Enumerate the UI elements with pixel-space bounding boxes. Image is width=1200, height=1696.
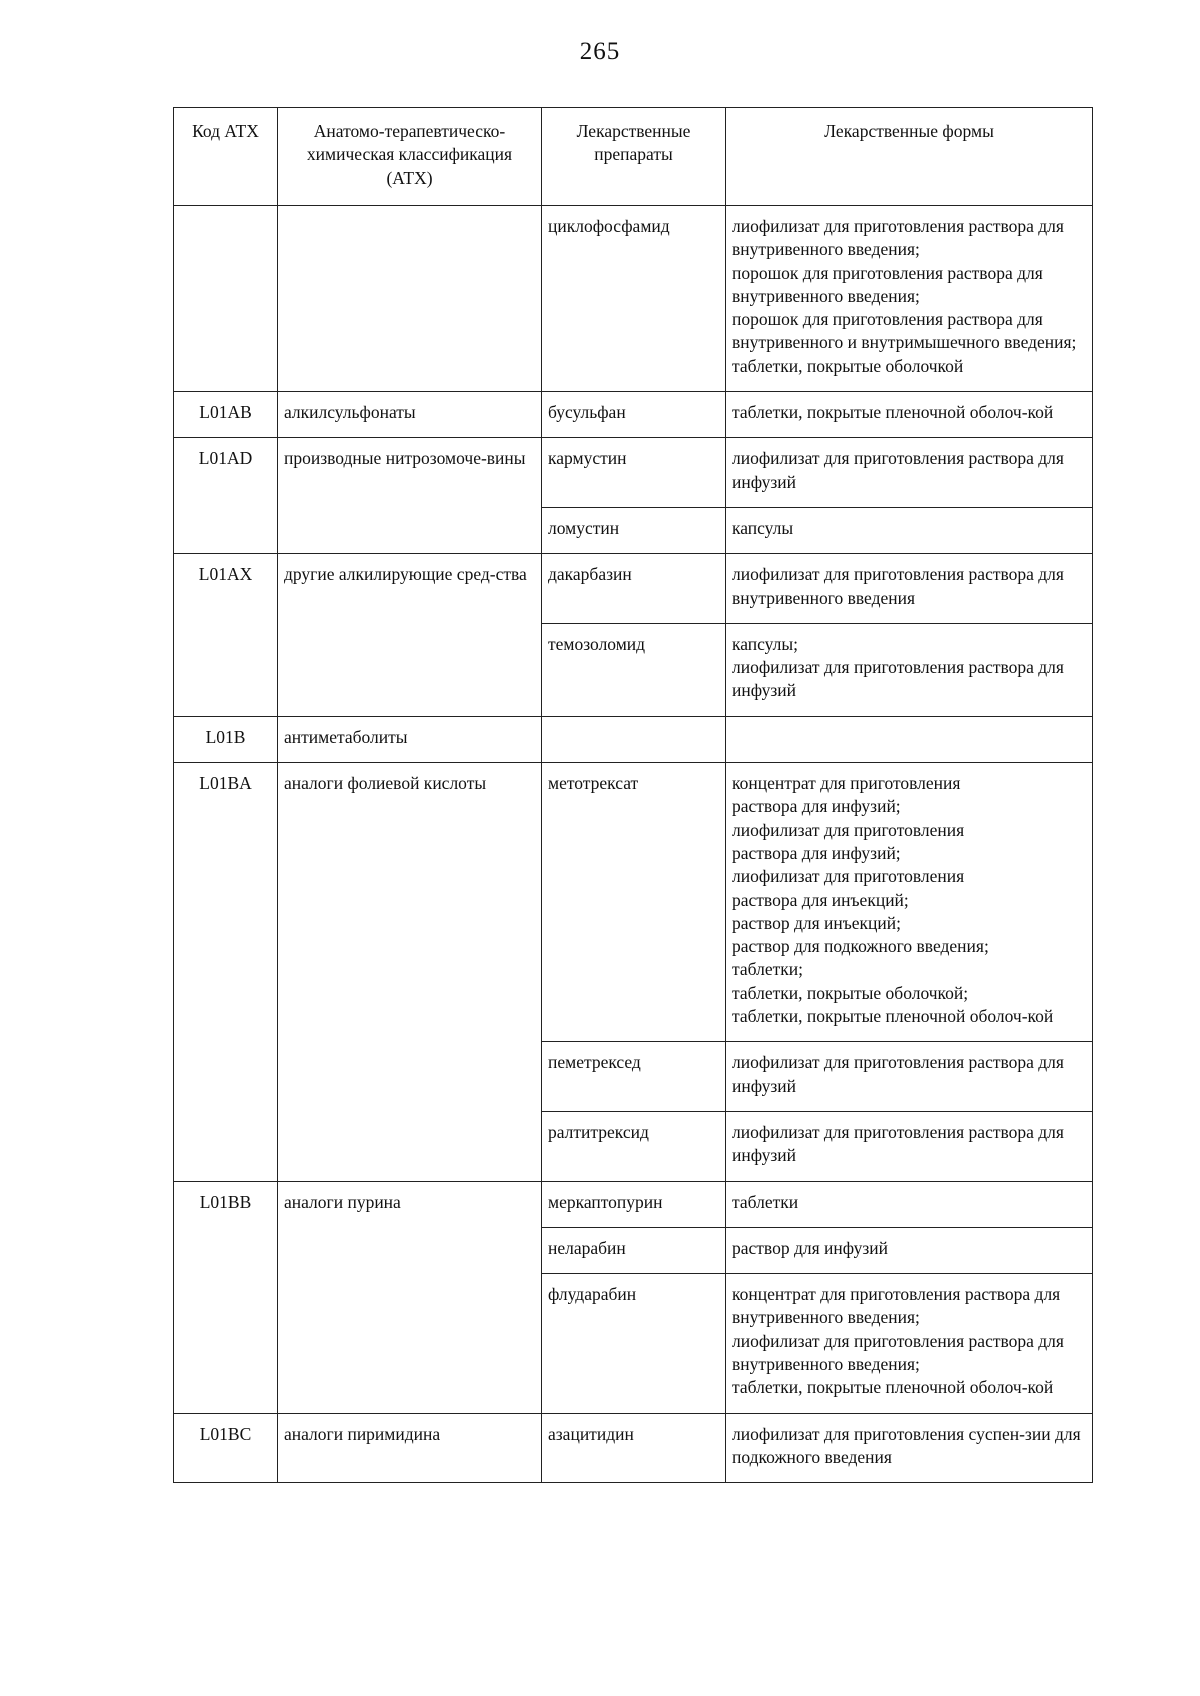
forms-cell xyxy=(726,1227,1093,1273)
form-item: раствор для инъекций; xyxy=(732,912,902,933)
forms-cell xyxy=(726,392,1093,438)
atx-cell: аналоги фолиевой кислоты xyxy=(278,763,542,1181)
forms-cell xyxy=(726,438,1093,508)
drug-cell: кармустин xyxy=(542,438,726,508)
code-cell: L01BA xyxy=(174,763,278,1181)
forms-cell xyxy=(726,763,1093,1042)
table-row xyxy=(174,438,1093,508)
forms-cell xyxy=(726,554,1093,624)
atx-cell: аналоги пурина xyxy=(278,1181,542,1413)
forms-cell xyxy=(726,206,1093,392)
atx-cell: алкилсульфонаты xyxy=(278,392,542,438)
form-item: капсулы xyxy=(732,517,794,538)
forms-cell xyxy=(726,1042,1093,1112)
atx-cell: другие алкилирующие сред-ства xyxy=(278,554,542,716)
atx-cell: производные нитрозомоче-вины xyxy=(278,438,542,554)
table-row xyxy=(174,716,1093,762)
form-item: раствор для подкожного введения; xyxy=(732,936,989,957)
forms-cell xyxy=(726,507,1093,553)
drug-cell: ломустин xyxy=(542,507,726,553)
form-item: порошок для приготовления раствора для внутривенного введения; xyxy=(732,262,1043,306)
drug-cell: пеметрексед xyxy=(542,1042,726,1112)
form-item: таблетки, покрытые пленочной оболоч-кой xyxy=(732,1377,1054,1398)
atx-cell: антиметаболиты xyxy=(278,716,542,762)
form-item: раствора для инфузий; xyxy=(732,796,901,817)
header-code: Код АТХ xyxy=(174,108,278,206)
atx-cell: аналоги пиримидина xyxy=(278,1413,542,1483)
drug-cell xyxy=(542,716,726,762)
form-item: лиофилизат для приготовления xyxy=(732,819,965,840)
forms-cell xyxy=(726,716,1093,762)
code-cell: L01BC xyxy=(174,1413,278,1483)
form-item: капсулы; xyxy=(732,633,799,654)
form-item: раствор для инфузий xyxy=(732,1237,889,1258)
forms-cell xyxy=(726,1181,1093,1227)
code-cell xyxy=(174,206,278,392)
table-header-row xyxy=(174,108,1093,206)
forms-cell xyxy=(726,1413,1093,1483)
code-cell: L01B xyxy=(174,716,278,762)
drug-cell: азацитидин xyxy=(542,1413,726,1483)
code-cell: L01AX xyxy=(174,554,278,716)
drug-cell: метотрексат xyxy=(542,763,726,1042)
forms-cell xyxy=(726,623,1093,716)
form-item: лиофилизат для приготовления раствора для внутривенного введения xyxy=(732,564,1064,608)
table-row xyxy=(174,392,1093,438)
forms-cell xyxy=(726,1111,1093,1181)
table-row xyxy=(174,206,1093,392)
table-row xyxy=(174,1181,1093,1227)
form-item: таблетки, покрытые пленочной оболоч-кой xyxy=(732,402,1054,423)
form-item: концентрат для приготовления раствора для внутривенного введения; xyxy=(732,1284,1061,1328)
form-item: лиофилизат для приготовления раствора для внутривенного введения; xyxy=(732,1330,1064,1374)
atx-drug-table xyxy=(173,107,1093,1483)
table-row xyxy=(174,1413,1093,1483)
table-row xyxy=(174,763,1093,1042)
form-item: порошок для приготовления раствора для внутривенного и внутримышечного введения; xyxy=(732,309,1077,353)
page-number: 265 xyxy=(579,38,621,65)
code-cell: L01BB xyxy=(174,1181,278,1413)
form-item: таблетки; xyxy=(732,959,803,980)
drug-cell: темозоломид xyxy=(542,623,726,716)
table-row xyxy=(174,554,1093,624)
forms-cell xyxy=(726,1274,1093,1413)
form-item: таблетки, покрытые оболочкой; xyxy=(732,982,969,1003)
drug-cell: дакарбазин xyxy=(542,554,726,624)
drug-cell: неларабин xyxy=(542,1227,726,1273)
code-cell: L01AD xyxy=(174,438,278,554)
header-dosage-forms: Лекарственные формы xyxy=(726,108,1093,206)
header-drugs: Лекарственные препараты xyxy=(542,108,726,206)
form-item: лиофилизат для приготовления раствора для инфузий xyxy=(732,657,1064,701)
form-item: таблетки, покрытые пленочной оболоч-кой xyxy=(732,1006,1054,1027)
form-item: таблетки, покрытые оболочкой xyxy=(732,355,964,376)
form-item: лиофилизат для приготовления раствора для инфузий xyxy=(732,1052,1064,1096)
drug-cell: ралтитрексид xyxy=(542,1111,726,1181)
form-item: раствора для инъекций; xyxy=(732,889,909,910)
drug-cell: флударабин xyxy=(542,1274,726,1413)
form-item: лиофилизат для приготовления суспен-зии для подкожного введения xyxy=(732,1423,1081,1467)
header-atx-classification: Анатомо-терапевтическо-химическая классификация (АТХ) xyxy=(278,108,542,206)
drug-cell: меркаптопурин xyxy=(542,1181,726,1227)
form-item: раствора для инфузий; xyxy=(732,842,901,863)
form-item: лиофилизат для приготовления xyxy=(732,866,965,887)
atx-cell xyxy=(278,206,542,392)
code-cell: L01AB xyxy=(174,392,278,438)
drug-cell: циклофосфамид xyxy=(542,206,726,392)
form-item: лиофилизат для приготовления раствора для инфузий xyxy=(732,1121,1064,1166)
form-item: лиофилизат для приготовления раствора для внутривенного введения; xyxy=(732,216,1064,260)
drug-cell: бусульфан xyxy=(542,392,726,438)
form-item: таблетки xyxy=(732,1191,799,1212)
form-item: лиофилизат для приготовления раствора для инфузий xyxy=(732,448,1064,492)
form-item: концентрат для приготовления xyxy=(732,773,961,794)
